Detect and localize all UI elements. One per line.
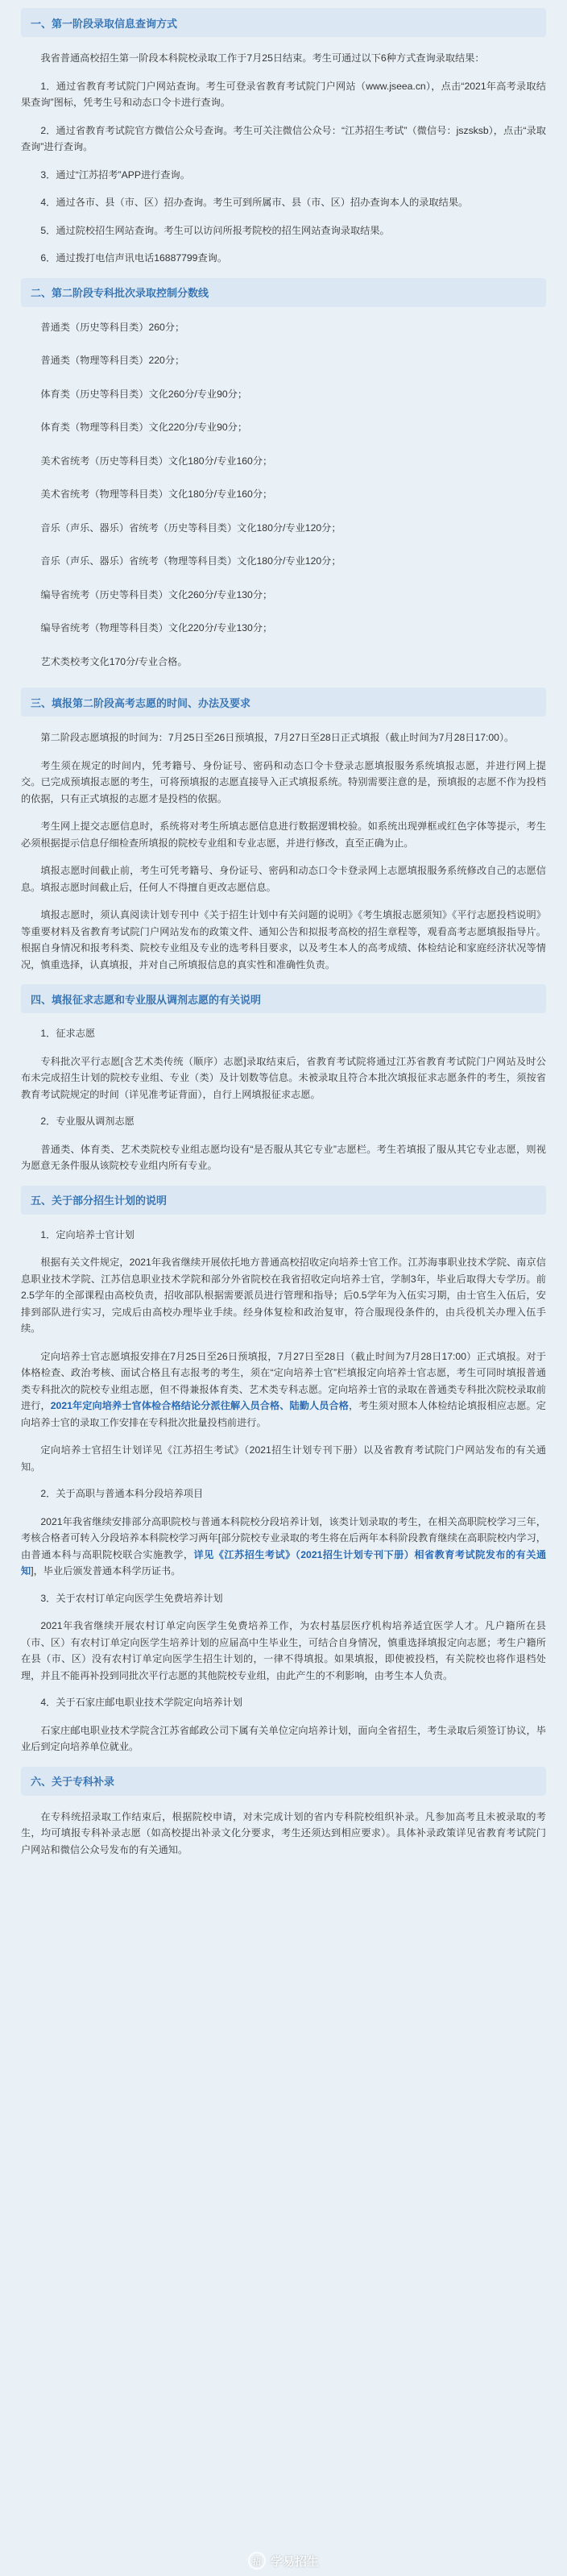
score-line-item: 体育类（物理等科目类）文化220分/专业90分； xyxy=(40,422,248,434)
watermark-text: 学易招生 xyxy=(270,2554,319,2569)
paragraph: 我省普通高校招生第一阶段本科院校录取工作于7月25日结束。考生可通过以下6种方式查询录取结果： xyxy=(40,52,485,64)
paragraph: 第二阶段志愿填报的时间为：7月25日至26日预填报，7月27日至28日正式填报（截止时间为7月28日17:00）。 xyxy=(40,732,515,744)
list-item: 2．通过省教育考试院官方微信公众号查询。考生可关注微信公众号：“江苏招生考试”（微信号：jszsksb），点击“录取查询”进行查询。 xyxy=(21,124,546,152)
paragraph: 填报志愿时间截止前，考生可凭考籍号、身份证号、密码和动态口令卡登录网上志愿填报服务系统修改自己的志愿信息。填报志愿时间截止后，任何人不得擅自更改志愿信息。 xyxy=(21,865,546,893)
paragraph: 普通类、体育类、艺术类院校专业组志愿均设有“是否服从其它专业”志愿栏。考生若填报了服从其它专业志愿，则视为愿意无条件服从该院校专业组内所有专业。 xyxy=(21,1143,546,1172)
paragraph-text: 定向培养士官志愿填报安排在7月25日至26日预填报，7月27日至28日（截止时间为7月28日17:00）正式填报。对于体格检查、政治考核、面试合格且有志报考的考生，须在“定向培养士官”栏填报定向培养士官志愿，考生可同时填报普通类专科批次的院校专业组志愿，但不得兼报体育类、艺术类专科志愿。定向培养士官的录取在普通类专科批次院校录取前进行， xyxy=(21,1350,546,1412)
score-line-item: 美术省统考（历史等科目类）文化180分/专业160分； xyxy=(40,455,273,467)
paragraph xyxy=(21,1348,546,1431)
subsection-heading: 1．征求志愿 xyxy=(40,1028,96,1040)
section-heading: 三、填报第二阶段高考志愿的时间、办法及要求 xyxy=(21,688,546,717)
subsection-heading: 2．专业服从调剂志愿 xyxy=(40,1116,135,1128)
paragraph: 考生网上提交志愿信息时，系统将对考生所填志愿信息进行数据逻辑校验。如系统出现弹框或红色字体等提示，考生必须根据提示信息仔细检查所填报的院校专业组和专业志愿，并进行修改，直至正确为止。 xyxy=(21,821,546,849)
footer-watermark-area xyxy=(0,2528,567,2576)
paragraph: 石家庄邮电职业技术学院含江苏省邮政公司下属有关单位定向培养计划，面向全省招生，考生录取后须签订协议，毕业后到定向培养单位就业。 xyxy=(21,1724,546,1753)
paragraph: 考生须在规定的时间内，凭考籍号、身份证号、密码和动态口令卡登录志愿填报服务系统填报志愿，并进行网上提交。已完成预填报志愿的考生，可将预填报的志愿直接导入正式填报系统。特别需要注意的是，预填报的志愿不作为投档的依据，只有正式填报的志愿才是投档的依据。 xyxy=(21,759,546,804)
list-item: 4．通过各市、县（市、区）招办查询。考生可到所属市、县（市、区）招办查询本人的录取结果。 xyxy=(40,197,469,208)
score-line-item: 编导省统考（历史等科目类）文化260分/专业130分； xyxy=(40,588,273,600)
paragraph: 根据有关文件规定，2021年我省继续开展依托地方普通高校招收定向培养士官工作。江苏海事职业技术学院、南京信息职业技术学院、江苏信息职业技术学院和部分外省院校在我省招收定向培养士官，学制3年，毕业后取得大专学历。前2.5学年的全部课程由高校负责，招收部队根据需要派员进行管理和指导；后0.5学年为入伍实习期，由士官生入伍后，安排到部队进行实习，完成后由高校办理毕业手续。经身体复检和政治复审，符合服现役条件的，由兵役机关办理入伍手续。 xyxy=(21,1257,546,1335)
score-line-item: 编导省统考（物理等科目类）文化220分/专业130分； xyxy=(40,622,273,634)
section-heading: 四、填报征求志愿和专业服从调剂志愿的有关说明 xyxy=(21,984,546,1013)
paragraph: 定向培养士官招生计划详见《江苏招生考试》（2021招生计划专刊下册）以及省教育考试院门户网站发布的有关通知。 xyxy=(21,1444,546,1473)
watermark-logo xyxy=(248,2552,319,2570)
subsection-heading: 3．关于农村订单定向医学生免费培养计划 xyxy=(40,1592,223,1604)
paragraph-text: 2021年我省继续安排部分高职院校与普通本科院校分段培养计划，该类计划录取的考生，在相关高职院校学习三年，考核合格者可转入分段培养本科院校学习两年[部分院校专业录取的考生将在后两年本科阶段教育继续在高职院校内学习，由普通本科与高职院校联合实施教学， xyxy=(21,1515,546,1560)
list-item: 3．通过“江苏招考”APP进行查询。 xyxy=(40,168,190,181)
paragraph: 2021年我省继续开展农村订单定向医学生免费培养工作，为农村基层医疗机构培养适宜医学人才。凡户籍所在县（市、区）有农村订单定向医学生培养计划的应届高中生毕业生，可结合自身情况，慎重选择填报定向志愿；考生户籍所在县（市、区）没有农村订单定向医学生招生计划的，一律不得填报。如果填报，即使被投档，有关院校也将作退档处理，并且不能再补投到同批次平行志愿的其他院校专业组，由此产生的不利影响，由考生本人负责。 xyxy=(21,1620,546,1681)
score-line-item: 音乐（声乐、器乐）省统考（物理等科目类）文化180分/专业120分； xyxy=(40,555,341,567)
paragraph: 填报志愿时，须认真阅读计划专刊中《关于招生计划中有关问题的说明》《考生填报志愿须知》《平行志愿投档说明》等重要材料及省教育考试院门户网站发布的政策文件、通知公告和拟报考高校的招生章程等，观看高考志愿填报指导片。根据自身情况和报考科类、院校专业组及专业的选考科目要求，以及考生本人的高考成绩、体检结论和家庭经济状况等情况，慎重选择，认真填报，并对自己所填报信息的真实性和准确性负责。 xyxy=(21,909,546,970)
paragraph-text: ]，毕业后颁发普通本科学历证书。 xyxy=(31,1565,181,1577)
highlighted-link[interactable]: 详见《江苏招生考试》（2021招生计划专刊下册）相省教育考试院发布的有关通知 xyxy=(21,1548,547,1577)
paragraph xyxy=(21,1514,546,1580)
paragraph-text: ，考生须对照本人体检结论填报相应志愿。定向培养士官的录取工作安排在专科批次批量投档前进行。 xyxy=(21,1400,546,1428)
section-heading: 五、关于部分招生计划的说明 xyxy=(21,1186,546,1215)
section-heading: 六、关于专科补录 xyxy=(21,1767,546,1796)
paragraph: 在专科统招录取工作结束后，根据院校申请，对未完成计划的省内专科院校组织补录。凡参加高考且未被录取的考生，均可填报专科补录志愿（如高校提出补录文化分要求，考生还须达到相应要求）。具体补录政策详见省教育考试院门户网站和微信公众号发布的有关通知。 xyxy=(21,1810,546,1855)
highlighted-text: 2021年定向培养士官体检合格结论分派往解入员合格、陆勤人员合格 xyxy=(50,1400,350,1412)
score-line-item: 美术省统考（物理等科目类）文化180分/专业160分； xyxy=(40,488,273,501)
subsection-heading: 4．关于石家庄邮电职业技术学院定向培养计划 xyxy=(40,1697,242,1709)
score-line-item: 艺术类校考文化170分/专业合格。 xyxy=(40,655,188,667)
section-heading: 二、第二阶段专科批次录取控制分数线 xyxy=(21,278,546,307)
subsection-heading: 2．关于高职与普通本科分段培养项目 xyxy=(40,1488,204,1500)
section-heading: 一、第一阶段录取信息查询方式 xyxy=(21,8,546,37)
paragraph: 专科批次平行志愿[含艺术类传统（顺序）志愿]录取结束后，省教育考试院将通过江苏省教育考试院门户网站及时公布未完成招生计划的院校专业组、专业（类）及计划数等信息。未被录取且符合本批次填报征求志愿条件的考生，须按省教育考试院规定的时间（详见准考证背面），自行上网填报征求志愿。 xyxy=(21,1055,546,1100)
logo-icon: 招 xyxy=(248,2552,266,2570)
score-line-item: 普通类（物理等科目类）220分； xyxy=(40,355,185,367)
list-item: 6．通过拨打电信声讯电话16887799查询。 xyxy=(40,252,228,264)
list-item: 1．通过省教育考试院门户网站查询。考生可登录省教育考试院门户网站（www.jseea.cn），点击“2021年高考录取结果查询”图标，凭考生号和动态口令卡进行查询。 xyxy=(21,80,546,108)
subsection-heading: 1．定向培养士官计划 xyxy=(40,1228,135,1240)
score-line-item: 普通类（历史等科目类）260分； xyxy=(40,321,185,333)
list-item: 5．通过院校招生网站查询。考生可以访问所报考院校的招生网站查询录取结果。 xyxy=(40,224,390,236)
score-line-item: 音乐（声乐、器乐）省统考（历史等科目类）文化180分/专业120分； xyxy=(40,521,341,534)
score-line-item: 体育类（历史等科目类）文化260分/专业90分； xyxy=(40,388,248,400)
